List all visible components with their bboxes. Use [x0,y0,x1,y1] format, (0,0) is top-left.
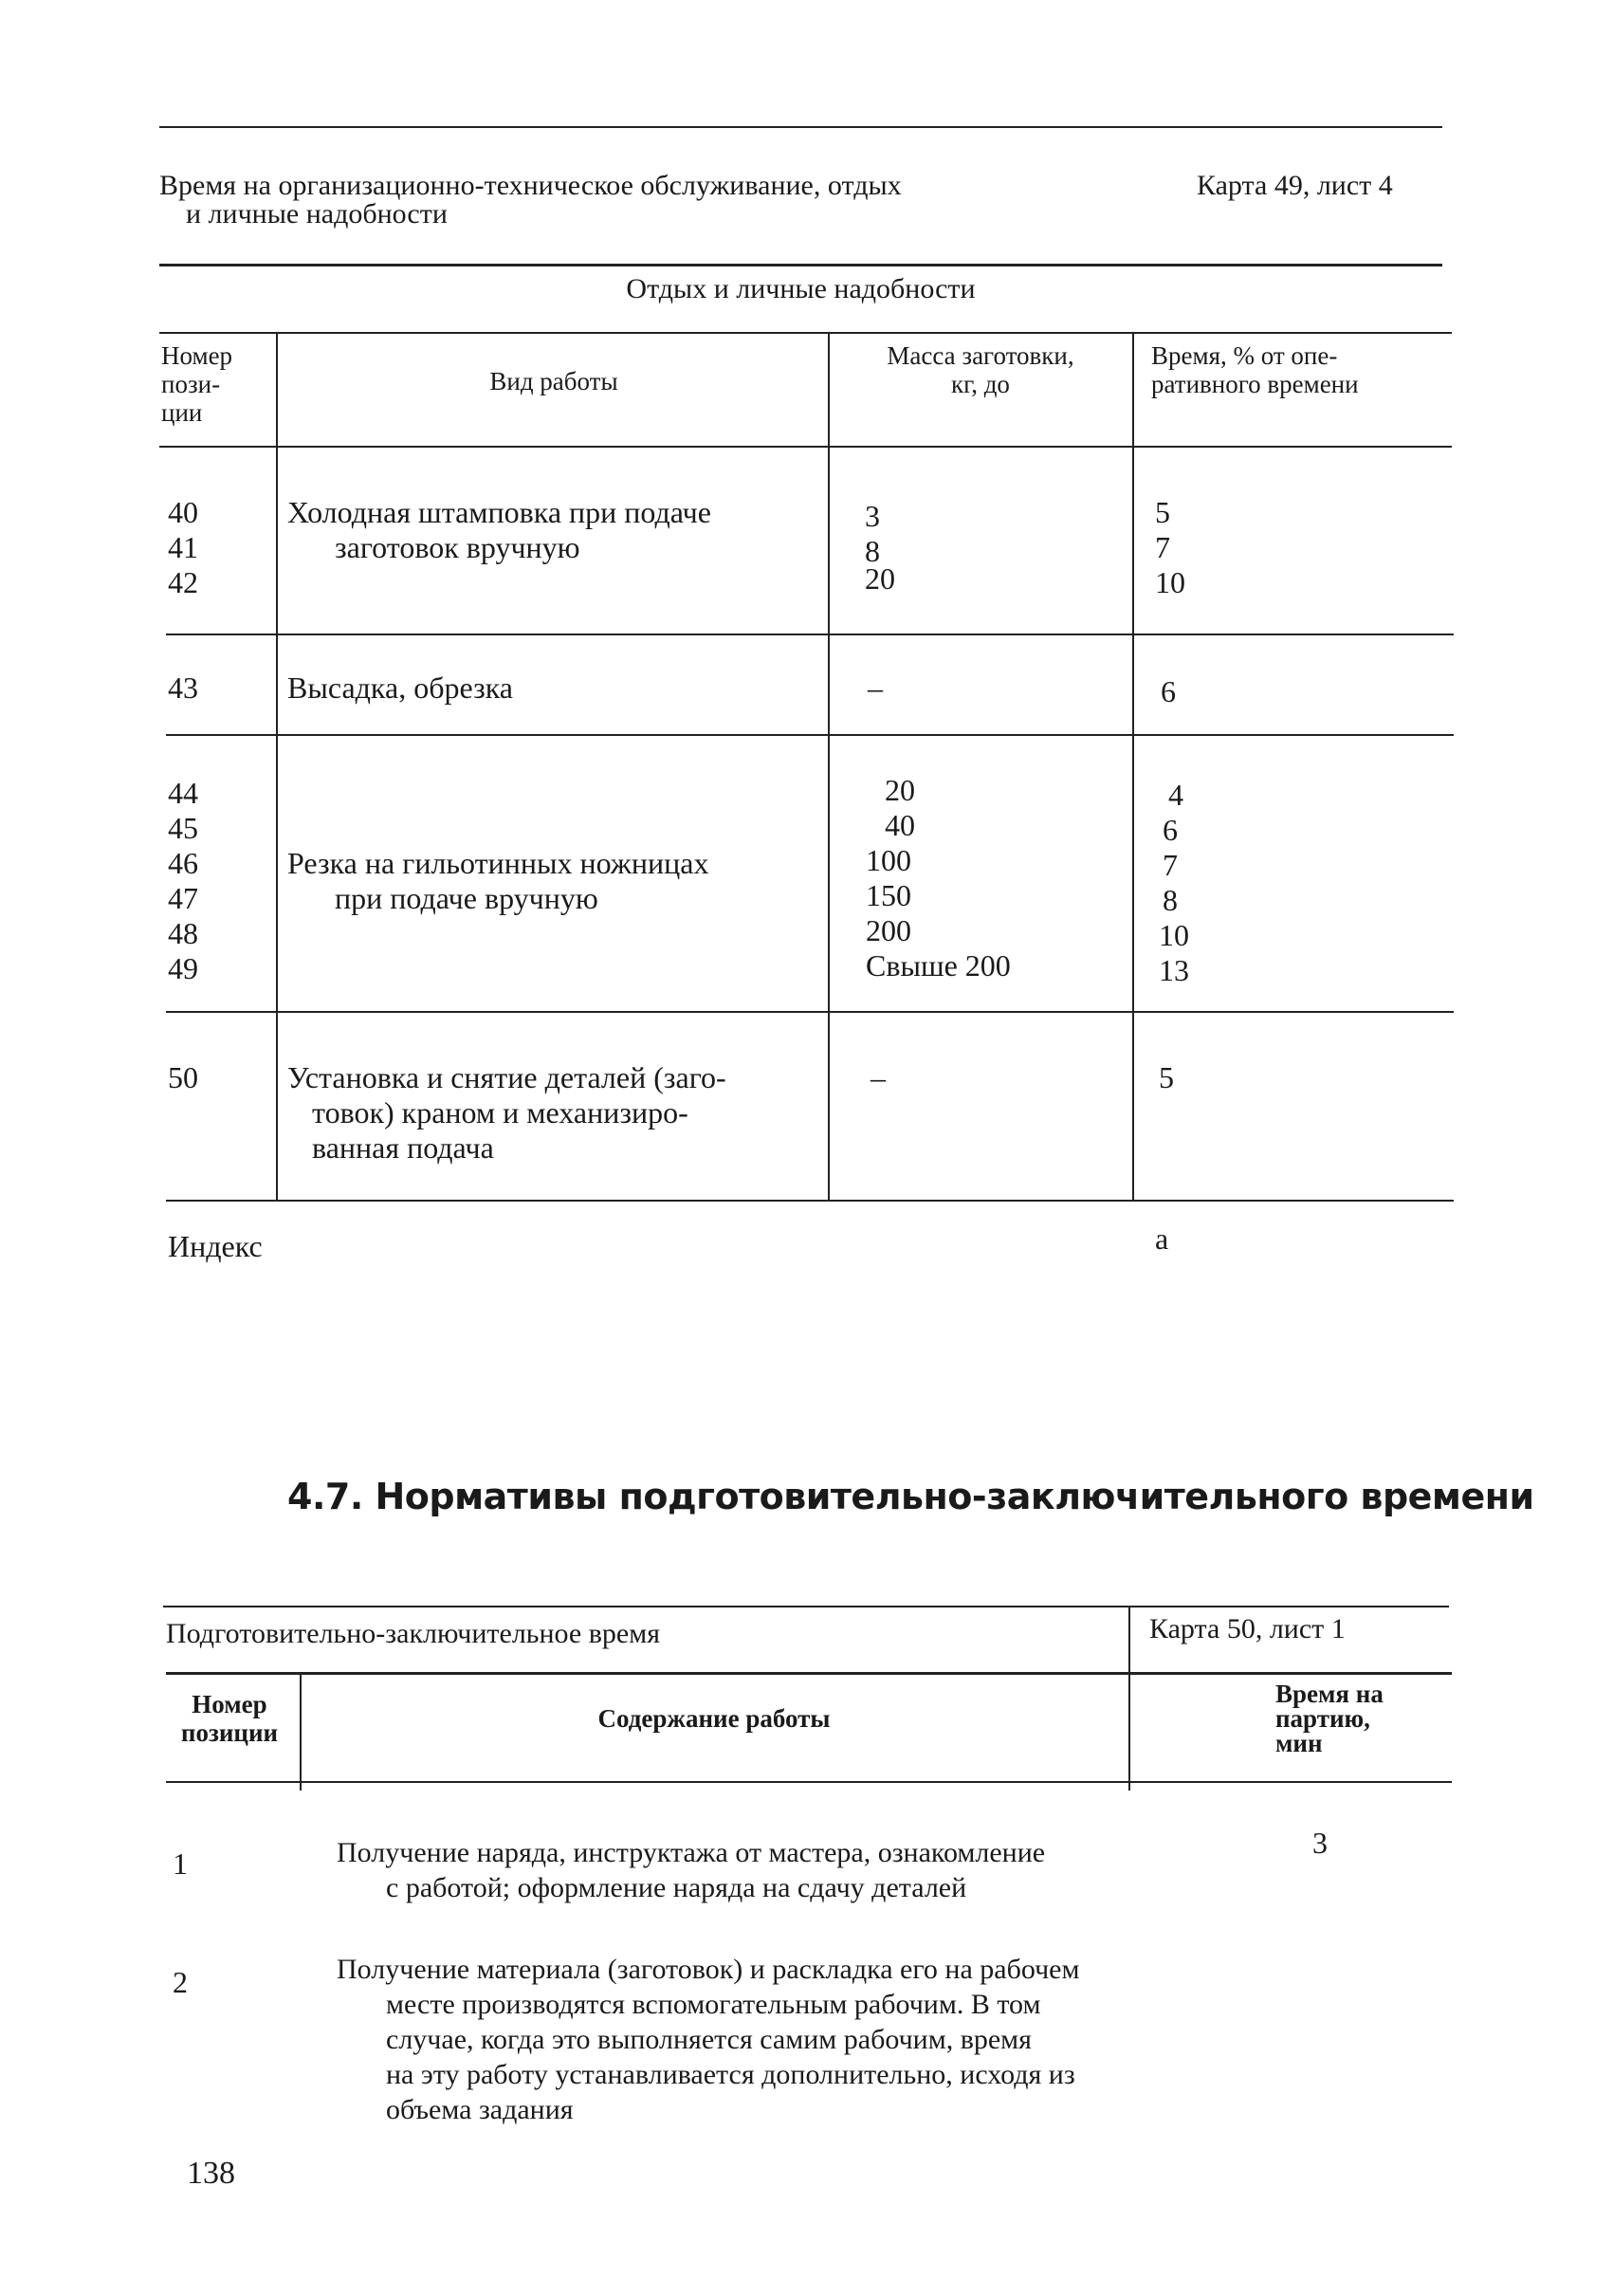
card49-header-title-cont: и личные надобности [186,198,448,230]
card50-header-title: Подготовительно-заключительное время [166,1618,660,1649]
table-row: 50 [168,1060,198,1094]
work-description: Резка на гильотинных ножницах при подаче вручную [287,846,709,915]
mass-values: 3 8 20 [865,499,895,596]
table-bottom-rule [166,1200,1454,1202]
work-description: Высадка, обрезка [287,670,513,705]
card50-top-rule [163,1606,1449,1607]
card50-col-separator-2 [1128,1672,1130,1791]
card50-col-header-time: Время на партию, мин [1275,1680,1384,1757]
card50-header-separator [1128,1606,1130,1672]
table-header-bottom-rule [159,446,1452,448]
col-separator-2 [828,332,830,1200]
table-row: 43 [168,670,198,705]
page-number: 138 [187,2156,235,2191]
work-description: Холодная штамповка при подаче заготовок вручную [287,495,711,564]
section-heading: 4.7. Нормативы подготовительно-заключительного времени [287,1476,1534,1517]
row-rule-1 [166,634,1454,635]
card50-col-separator-1 [300,1672,302,1791]
time-values: 5 [1159,1060,1174,1094]
card50-col-header-pos: Номер позиции [180,1690,279,1747]
col-header-pos: Номер пози- ции [161,341,233,427]
mass-values: 20 40 100 150 200 Свыше 200 [866,773,1011,983]
mass-values: – [871,1060,886,1094]
col-header-mass: Масса заготовки, кг, до [887,341,1074,398]
card49-card-label: Карта 49, лист 4 [1197,170,1393,201]
card49-section-title: Отдых и личные надобности [626,273,976,304]
time-values: 5 7 10 [1155,495,1185,599]
col-header-work: Вид работы [489,367,618,395]
work-content: Получение материала (заготовок) и раскладка его на рабочем месте производятся вспомогательным рабочим. В том случае, когда это выполняется самим рабочим, время на эту работу устанавливается дополнительно, исходя из объема задания [337,1954,1080,2125]
header-rule [159,264,1442,266]
row-rule-3 [166,1011,1454,1013]
table-row: 2 [173,1965,188,1999]
work-content: Получение наряда, инструктажа от мастера, ознакомление с работой; оформление наряда на сдачу деталей [337,1837,1046,1903]
work-description: Установка и снятие деталей (заго- товок) краном и механизиро- ванная подача [287,1060,726,1165]
card50-table-header-bottom-rule [166,1781,1452,1783]
col-separator-1 [276,332,278,1200]
table-row: 40 41 42 [168,495,198,599]
table-header-top-rule [159,332,1452,334]
time-value: 3 [1312,1826,1328,1860]
col-header-time: Время, % от опе- ративного времени [1151,341,1359,398]
top-rule [159,126,1442,128]
card49-header-title: Время на организационно-техническое обслуживание, отдых [159,170,902,201]
index-label: Индекс [168,1229,263,1263]
time-values: 4 6 7 8 10 13 [1159,778,1189,987]
col-separator-3 [1132,332,1134,1200]
index-value: а [1155,1221,1169,1256]
card50-card-label: Карта 50, лист 1 [1149,1613,1346,1644]
card50-col-header-content: Содержание работы [597,1704,831,1733]
card50-header-rule [166,1672,1452,1675]
mass-values: – [868,670,883,705]
table-row: 1 [173,1846,188,1881]
row-rule-2 [166,734,1454,736]
table-row: 44 45 46 47 48 49 [168,776,198,985]
time-values: 6 [1161,674,1176,708]
